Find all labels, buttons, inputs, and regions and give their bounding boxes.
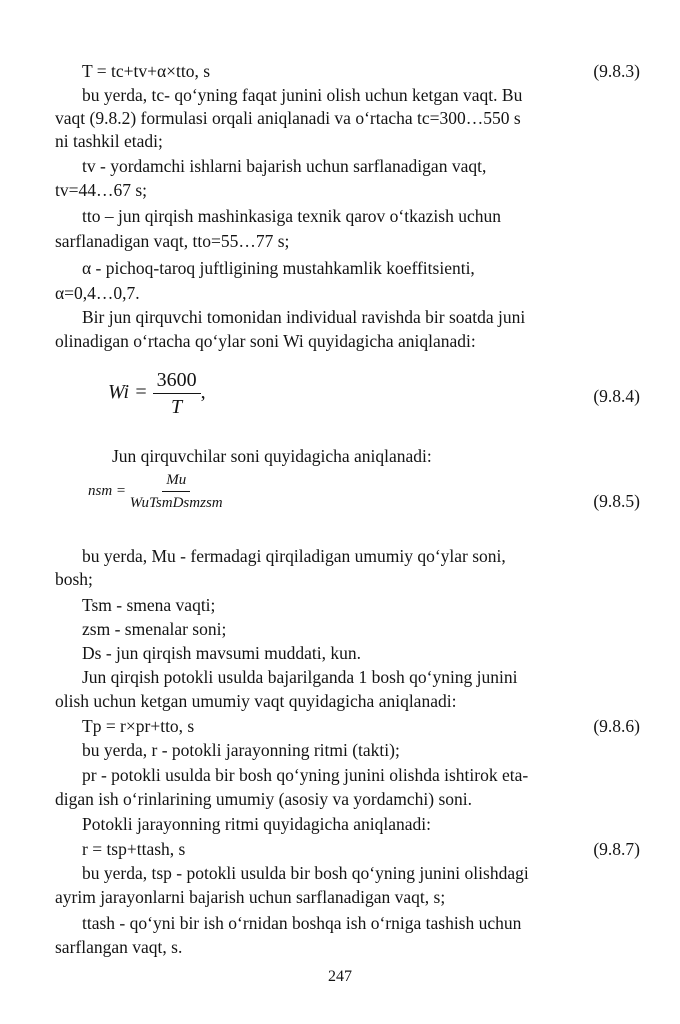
text-line: olish uchun ketgan umumiy vaqt quyidagicha aniqlanadi: <box>55 691 457 711</box>
text-line: pr - potokli usulda bir bosh qo‘yning junini olishda ishtirok eta- <box>82 765 529 785</box>
equation-number-9-8-4: (9.8.4) <box>593 386 640 406</box>
equation-number-9-8-6: (9.8.6) <box>593 716 640 736</box>
text-line: tv - yordamchi ishlarni bajarish uchun sarflanadigan vaqt, <box>82 156 487 176</box>
text-line: Jun qirquvchilar soni quyidagicha aniqlanadi: <box>112 446 432 466</box>
text-line: tv=44…67 s; <box>55 180 148 200</box>
fraction-denominator: WuTsmDsmzsm <box>129 495 223 511</box>
equation-number-9-8-5: (9.8.5) <box>593 491 640 511</box>
text-line: Bir jun qirquvchi tomonidan individual ravishda bir soatda juni <box>82 307 526 327</box>
text-line: vaqt (9.8.2) formulasi orqali aniqlanadi va o‘rtacha tc=300…550 s <box>55 108 521 128</box>
text-line: sarflangan vaqt, s. <box>55 937 183 957</box>
text-line: Ds - jun qirqish mavsumi muddati, kun. <box>82 643 362 663</box>
text-line: bu yerda, Mu - fermadagi qirqiladigan umumiy qo‘ylar soni, <box>82 546 506 566</box>
text-line: tto – jun qirqish mashinkasiga texnik qarov o‘tkazish uchun <box>82 206 501 226</box>
text-line: ttash - qo‘yni bir ish o‘rnidan boshqa ish o‘rniga tashish uchun <box>82 913 522 933</box>
equation-number-9-8-3: (9.8.3) <box>593 61 640 81</box>
formula-9-8-5 <box>88 470 673 513</box>
text-line: bu yerda, tc- qo‘yning faqat junini olish uchun ketgan vaqt. Bu <box>82 85 523 105</box>
text-line: α - pichoq-taroq juftligining mustahkamlik koeffitsienti, <box>82 258 475 278</box>
formula-9-8-3: T = tc+tv+α×tto, s <box>82 61 211 81</box>
page-number: 247 <box>328 968 352 985</box>
equation-number-9-8-7: (9.8.7) <box>593 839 640 859</box>
text-line: α=0,4…0,7. <box>55 283 140 303</box>
text-line: olinadigan o‘rtacha qo‘ylar soni Wi quyidagicha aniqlanadi: <box>55 331 476 351</box>
text-line: bu yerda, tsp - potokli usulda bir bosh qo‘yning junini olishdagi <box>82 863 529 883</box>
text-line: ayrim jarayonlarni bajarish uchun sarflanadigan vaqt, s; <box>55 887 446 907</box>
formula-9-8-7: r = tsp+ttash, s <box>82 839 186 859</box>
formula-tail: , <box>200 381 206 404</box>
fraction <box>130 470 223 513</box>
text-line: Potokli jarayonning ritmi quyidagicha aniqlanadi: <box>82 814 431 834</box>
text-line: bu yerda, r - potokli jarayonning ritmi (takti); <box>82 740 400 760</box>
text-line: sarflanadigan vaqt, tto=55…77 s; <box>55 231 290 251</box>
text-line: Jun qirqish potokli usulda bajarilganda 1 bosh qo‘yning junini <box>82 667 518 687</box>
text-line: Tsm - smena vaqti; <box>82 595 216 615</box>
fraction-denominator: T <box>171 396 183 418</box>
formula-lhs: Wi = <box>108 381 148 404</box>
fraction-numerator: 3600 <box>153 368 201 394</box>
text-line: digan ish o‘rinlarining umumiy (asosiy va yordamchi) soni. <box>55 789 473 809</box>
formula-lhs: nsm = <box>88 482 127 499</box>
formula-9-8-6: Tp = r×pr+tto, s <box>82 716 195 736</box>
fraction-numerator: Mu <box>162 470 190 492</box>
text-line: ni tashkil etadi; <box>55 131 163 151</box>
fraction <box>153 368 201 419</box>
text-line: bosh; <box>55 569 93 589</box>
text-line: zsm - smenalar soni; <box>82 619 227 639</box>
